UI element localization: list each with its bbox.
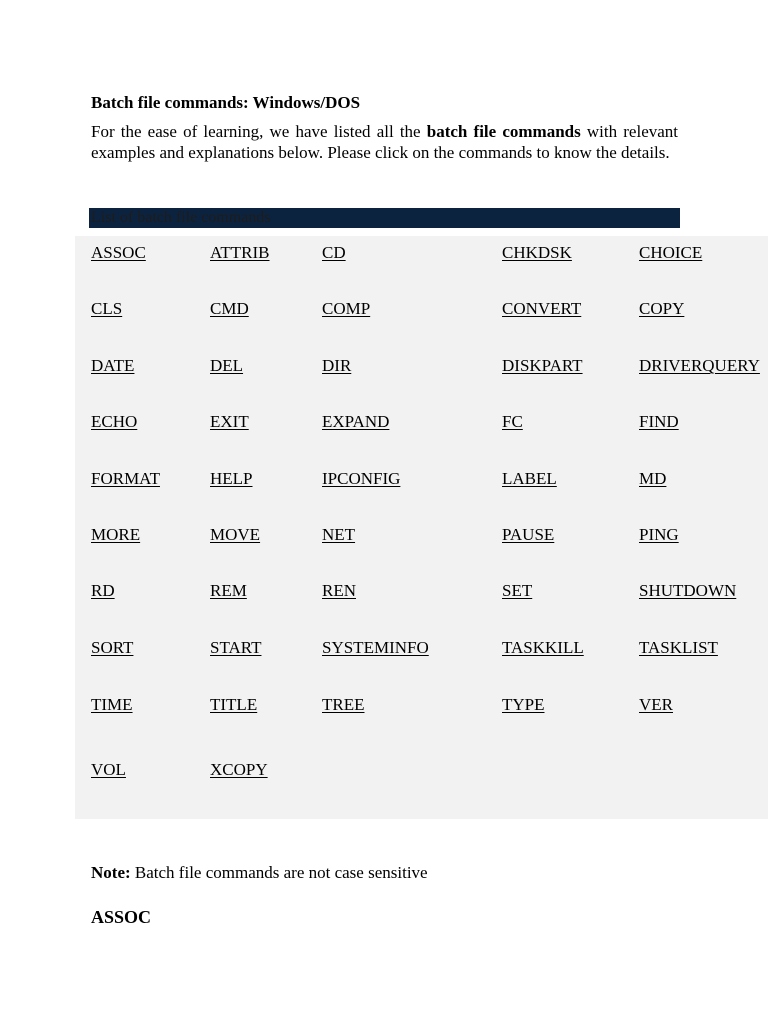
- command-link-copy[interactable]: COPY: [639, 299, 685, 318]
- command-link-tasklist[interactable]: TASKLIST: [639, 638, 718, 657]
- command-link-time[interactable]: TIME: [91, 695, 133, 714]
- command-link-chkdsk[interactable]: CHKDSK: [502, 243, 572, 262]
- command-link-md[interactable]: MD: [639, 469, 667, 488]
- command-link-rem[interactable]: REM: [210, 581, 247, 600]
- command-link-del[interactable]: DEL: [210, 356, 244, 375]
- command-link-label[interactable]: LABEL: [502, 469, 557, 488]
- command-link-convert[interactable]: CONVERT: [502, 299, 582, 318]
- command-link-choice[interactable]: CHOICE: [639, 243, 703, 262]
- note-text: Batch file commands are not case sensitive: [130, 863, 428, 882]
- intro-bold-term: batch file commands: [426, 122, 581, 141]
- command-link-dir[interactable]: DIR: [322, 356, 352, 375]
- command-link-ipconfig[interactable]: IPCONFIG: [322, 469, 401, 488]
- command-link-help[interactable]: HELP: [210, 469, 253, 488]
- intro-paragraph: [91, 121, 678, 163]
- command-list-banner: List of batch file commands: [89, 208, 680, 228]
- command-link-net[interactable]: NET: [322, 525, 356, 544]
- command-link-ren[interactable]: REN: [322, 581, 356, 600]
- command-link-echo[interactable]: ECHO: [91, 412, 138, 431]
- command-link-assoc[interactable]: ASSOC: [91, 243, 146, 262]
- command-link-driverquery[interactable]: DRIVERQUERY: [639, 356, 760, 375]
- command-link-ping[interactable]: PING: [639, 525, 679, 544]
- section-heading-assoc: ASSOC: [91, 907, 152, 927]
- intro-text-end: with relevant examples and explanations below. Please click on the commands to know the details.: [91, 122, 679, 162]
- command-link-more[interactable]: MORE: [91, 525, 141, 544]
- command-link-comp[interactable]: COMP: [322, 299, 371, 318]
- command-link-date[interactable]: DATE: [91, 356, 135, 375]
- command-link-cd[interactable]: CD: [322, 243, 346, 262]
- case-note: [91, 863, 428, 883]
- command-link-vol[interactable]: VOL: [91, 760, 126, 779]
- command-link-systeminfo[interactable]: SYSTEMINFO: [322, 638, 429, 657]
- command-link-expand[interactable]: EXPAND: [322, 412, 390, 431]
- command-link-move[interactable]: MOVE: [210, 525, 261, 544]
- command-link-pause[interactable]: PAUSE: [502, 525, 555, 544]
- page-title: Batch file commands: Windows/DOS: [91, 93, 361, 112]
- command-link-cmd[interactable]: CMD: [210, 299, 249, 318]
- command-link-set[interactable]: SET: [502, 581, 533, 600]
- command-link-type[interactable]: TYPE: [502, 695, 545, 714]
- command-link-ver[interactable]: VER: [639, 695, 673, 714]
- command-link-format[interactable]: FORMAT: [91, 469, 160, 488]
- command-link-cls[interactable]: CLS: [91, 299, 123, 318]
- command-link-find[interactable]: FIND: [639, 412, 679, 431]
- command-link-start[interactable]: START: [210, 638, 262, 657]
- command-link-shutdown[interactable]: SHUTDOWN: [639, 581, 737, 600]
- command-link-tree[interactable]: TREE: [322, 695, 365, 714]
- command-link-xcopy[interactable]: XCOPY: [210, 760, 268, 779]
- command-link-attrib[interactable]: ATTRIB: [210, 243, 270, 262]
- command-link-rd[interactable]: RD: [91, 581, 115, 600]
- command-link-fc[interactable]: FC: [502, 412, 523, 431]
- command-link-sort[interactable]: SORT: [91, 638, 134, 657]
- command-link-taskkill[interactable]: TASKKILL: [502, 638, 584, 657]
- command-link-diskpart[interactable]: DISKPART: [502, 356, 583, 375]
- note-label: Note:: [91, 863, 131, 882]
- intro-text-start: For the ease of learning, we have listed all the: [91, 122, 427, 141]
- command-link-exit[interactable]: EXIT: [210, 412, 249, 431]
- command-link-title[interactable]: TITLE: [210, 695, 258, 714]
